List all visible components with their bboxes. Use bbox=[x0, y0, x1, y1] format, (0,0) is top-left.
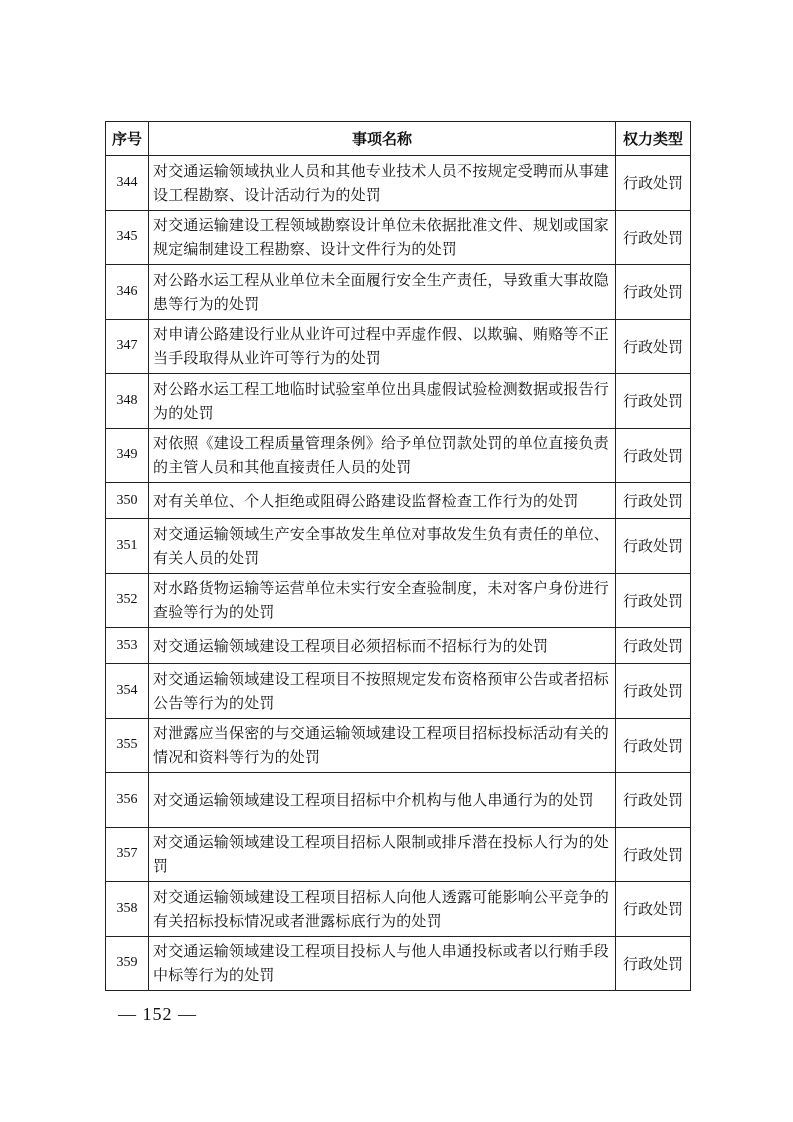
row-item-name: 对公路水运工程从业单位未全面履行安全生产责任，导致重大事故隐患等行为的处罚 bbox=[149, 265, 616, 320]
row-item-name: 对交通运输领域执业人员和其他专业技术人员不按规定受聘而从事建设工程勘察、设计活动行为的处罚 bbox=[149, 156, 616, 211]
row-power-type: 行政处罚 bbox=[616, 573, 691, 628]
row-power-type: 行政处罚 bbox=[616, 483, 691, 519]
table-row bbox=[106, 428, 691, 483]
row-serial-number: 353 bbox=[106, 628, 149, 664]
row-serial-number: 356 bbox=[106, 773, 149, 828]
row-serial-number: 351 bbox=[106, 519, 149, 574]
row-item-name: 对依照《建设工程质量管理条例》给予单位罚款处罚的单位直接负责的主管人员和其他直接责任人员的处罚 bbox=[149, 428, 616, 483]
table-row bbox=[106, 519, 691, 574]
row-item-name: 对申请公路建设行业从业许可过程中弄虚作假、以欺骗、贿赂等不正当手段取得从业许可等行为的处罚 bbox=[149, 319, 616, 374]
table-row bbox=[106, 156, 691, 211]
row-item-name: 对水路货物运输等运营单位未实行安全查验制度，未对客户身份进行查验等行为的处罚 bbox=[149, 573, 616, 628]
row-item-name: 对泄露应当保密的与交通运输领域建设工程项目招标投标活动有关的情况和资料等行为的处罚 bbox=[149, 718, 616, 773]
row-power-type: 行政处罚 bbox=[616, 265, 691, 320]
table-row bbox=[106, 319, 691, 374]
table-row bbox=[106, 210, 691, 265]
row-power-type: 行政处罚 bbox=[616, 374, 691, 429]
table-row bbox=[106, 374, 691, 429]
row-serial-number: 357 bbox=[106, 827, 149, 882]
table-row bbox=[106, 936, 691, 991]
header-item-name: 事项名称 bbox=[149, 122, 616, 156]
table-row bbox=[106, 265, 691, 320]
row-serial-number: 359 bbox=[106, 936, 149, 991]
row-serial-number: 348 bbox=[106, 374, 149, 429]
row-item-name: 对交通运输领域建设工程项目招标人向他人透露可能影响公平竞争的有关招标投标情况或者泄露标底行为的处罚 bbox=[149, 882, 616, 937]
header-serial-number: 序号 bbox=[106, 122, 149, 156]
row-serial-number: 354 bbox=[106, 664, 149, 719]
row-power-type: 行政处罚 bbox=[616, 628, 691, 664]
row-serial-number: 346 bbox=[106, 265, 149, 320]
page-number: — 152 — bbox=[118, 1004, 197, 1024]
row-power-type: 行政处罚 bbox=[616, 827, 691, 882]
row-power-type: 行政处罚 bbox=[616, 936, 691, 991]
row-power-type: 行政处罚 bbox=[616, 210, 691, 265]
row-item-name: 对交通运输领域生产安全事故发生单位对事故发生负有责任的单位、有关人员的处罚 bbox=[149, 519, 616, 574]
row-serial-number: 355 bbox=[106, 718, 149, 773]
row-item-name: 对交通运输建设工程领域勘察设计单位未依据批准文件、规划或国家规定编制建设工程勘察、设计文件行为的处罚 bbox=[149, 210, 616, 265]
row-power-type: 行政处罚 bbox=[616, 156, 691, 211]
table-row bbox=[106, 773, 691, 828]
row-item-name: 对交通运输领域建设工程项目不按照规定发布资格预审公告或者招标公告等行为的处罚 bbox=[149, 664, 616, 719]
row-item-name: 对公路水运工程工地临时试验室单位出具虚假试验检测数据或报告行为的处罚 bbox=[149, 374, 616, 429]
row-serial-number: 344 bbox=[106, 156, 149, 211]
row-power-type: 行政处罚 bbox=[616, 319, 691, 374]
row-serial-number: 358 bbox=[106, 882, 149, 937]
table-row bbox=[106, 718, 691, 773]
table-row bbox=[106, 882, 691, 937]
table-body bbox=[106, 156, 691, 991]
table-row bbox=[106, 628, 691, 664]
row-power-type: 行政处罚 bbox=[616, 882, 691, 937]
row-power-type: 行政处罚 bbox=[616, 519, 691, 574]
row-item-name: 对交通运输领域建设工程项目招标人限制或排斥潜在投标人行为的处罚 bbox=[149, 827, 616, 882]
row-serial-number: 349 bbox=[106, 428, 149, 483]
table-row bbox=[106, 664, 691, 719]
row-power-type: 行政处罚 bbox=[616, 718, 691, 773]
row-serial-number: 347 bbox=[106, 319, 149, 374]
row-power-type: 行政处罚 bbox=[616, 773, 691, 828]
row-serial-number: 350 bbox=[106, 483, 149, 519]
table-row bbox=[106, 483, 691, 519]
row-item-name: 对交通运输领域建设工程项目投标人与他人串通投标或者以行贿手段中标等行为的处罚 bbox=[149, 936, 616, 991]
row-item-name: 对有关单位、个人拒绝或阻碍公路建设监督检查工作行为的处罚 bbox=[149, 483, 616, 519]
table-row bbox=[106, 827, 691, 882]
table-row bbox=[106, 573, 691, 628]
table-header-row bbox=[106, 122, 691, 156]
row-serial-number: 345 bbox=[106, 210, 149, 265]
row-power-type: 行政处罚 bbox=[616, 428, 691, 483]
items-table bbox=[105, 121, 691, 991]
row-serial-number: 352 bbox=[106, 573, 149, 628]
header-power-type: 权力类型 bbox=[616, 122, 691, 156]
row-item-name: 对交通运输领域建设工程项目必须招标而不招标行为的处罚 bbox=[149, 628, 616, 664]
row-power-type: 行政处罚 bbox=[616, 664, 691, 719]
row-item-name: 对交通运输领域建设工程项目招标中介机构与他人串通行为的处罚 bbox=[149, 773, 616, 828]
